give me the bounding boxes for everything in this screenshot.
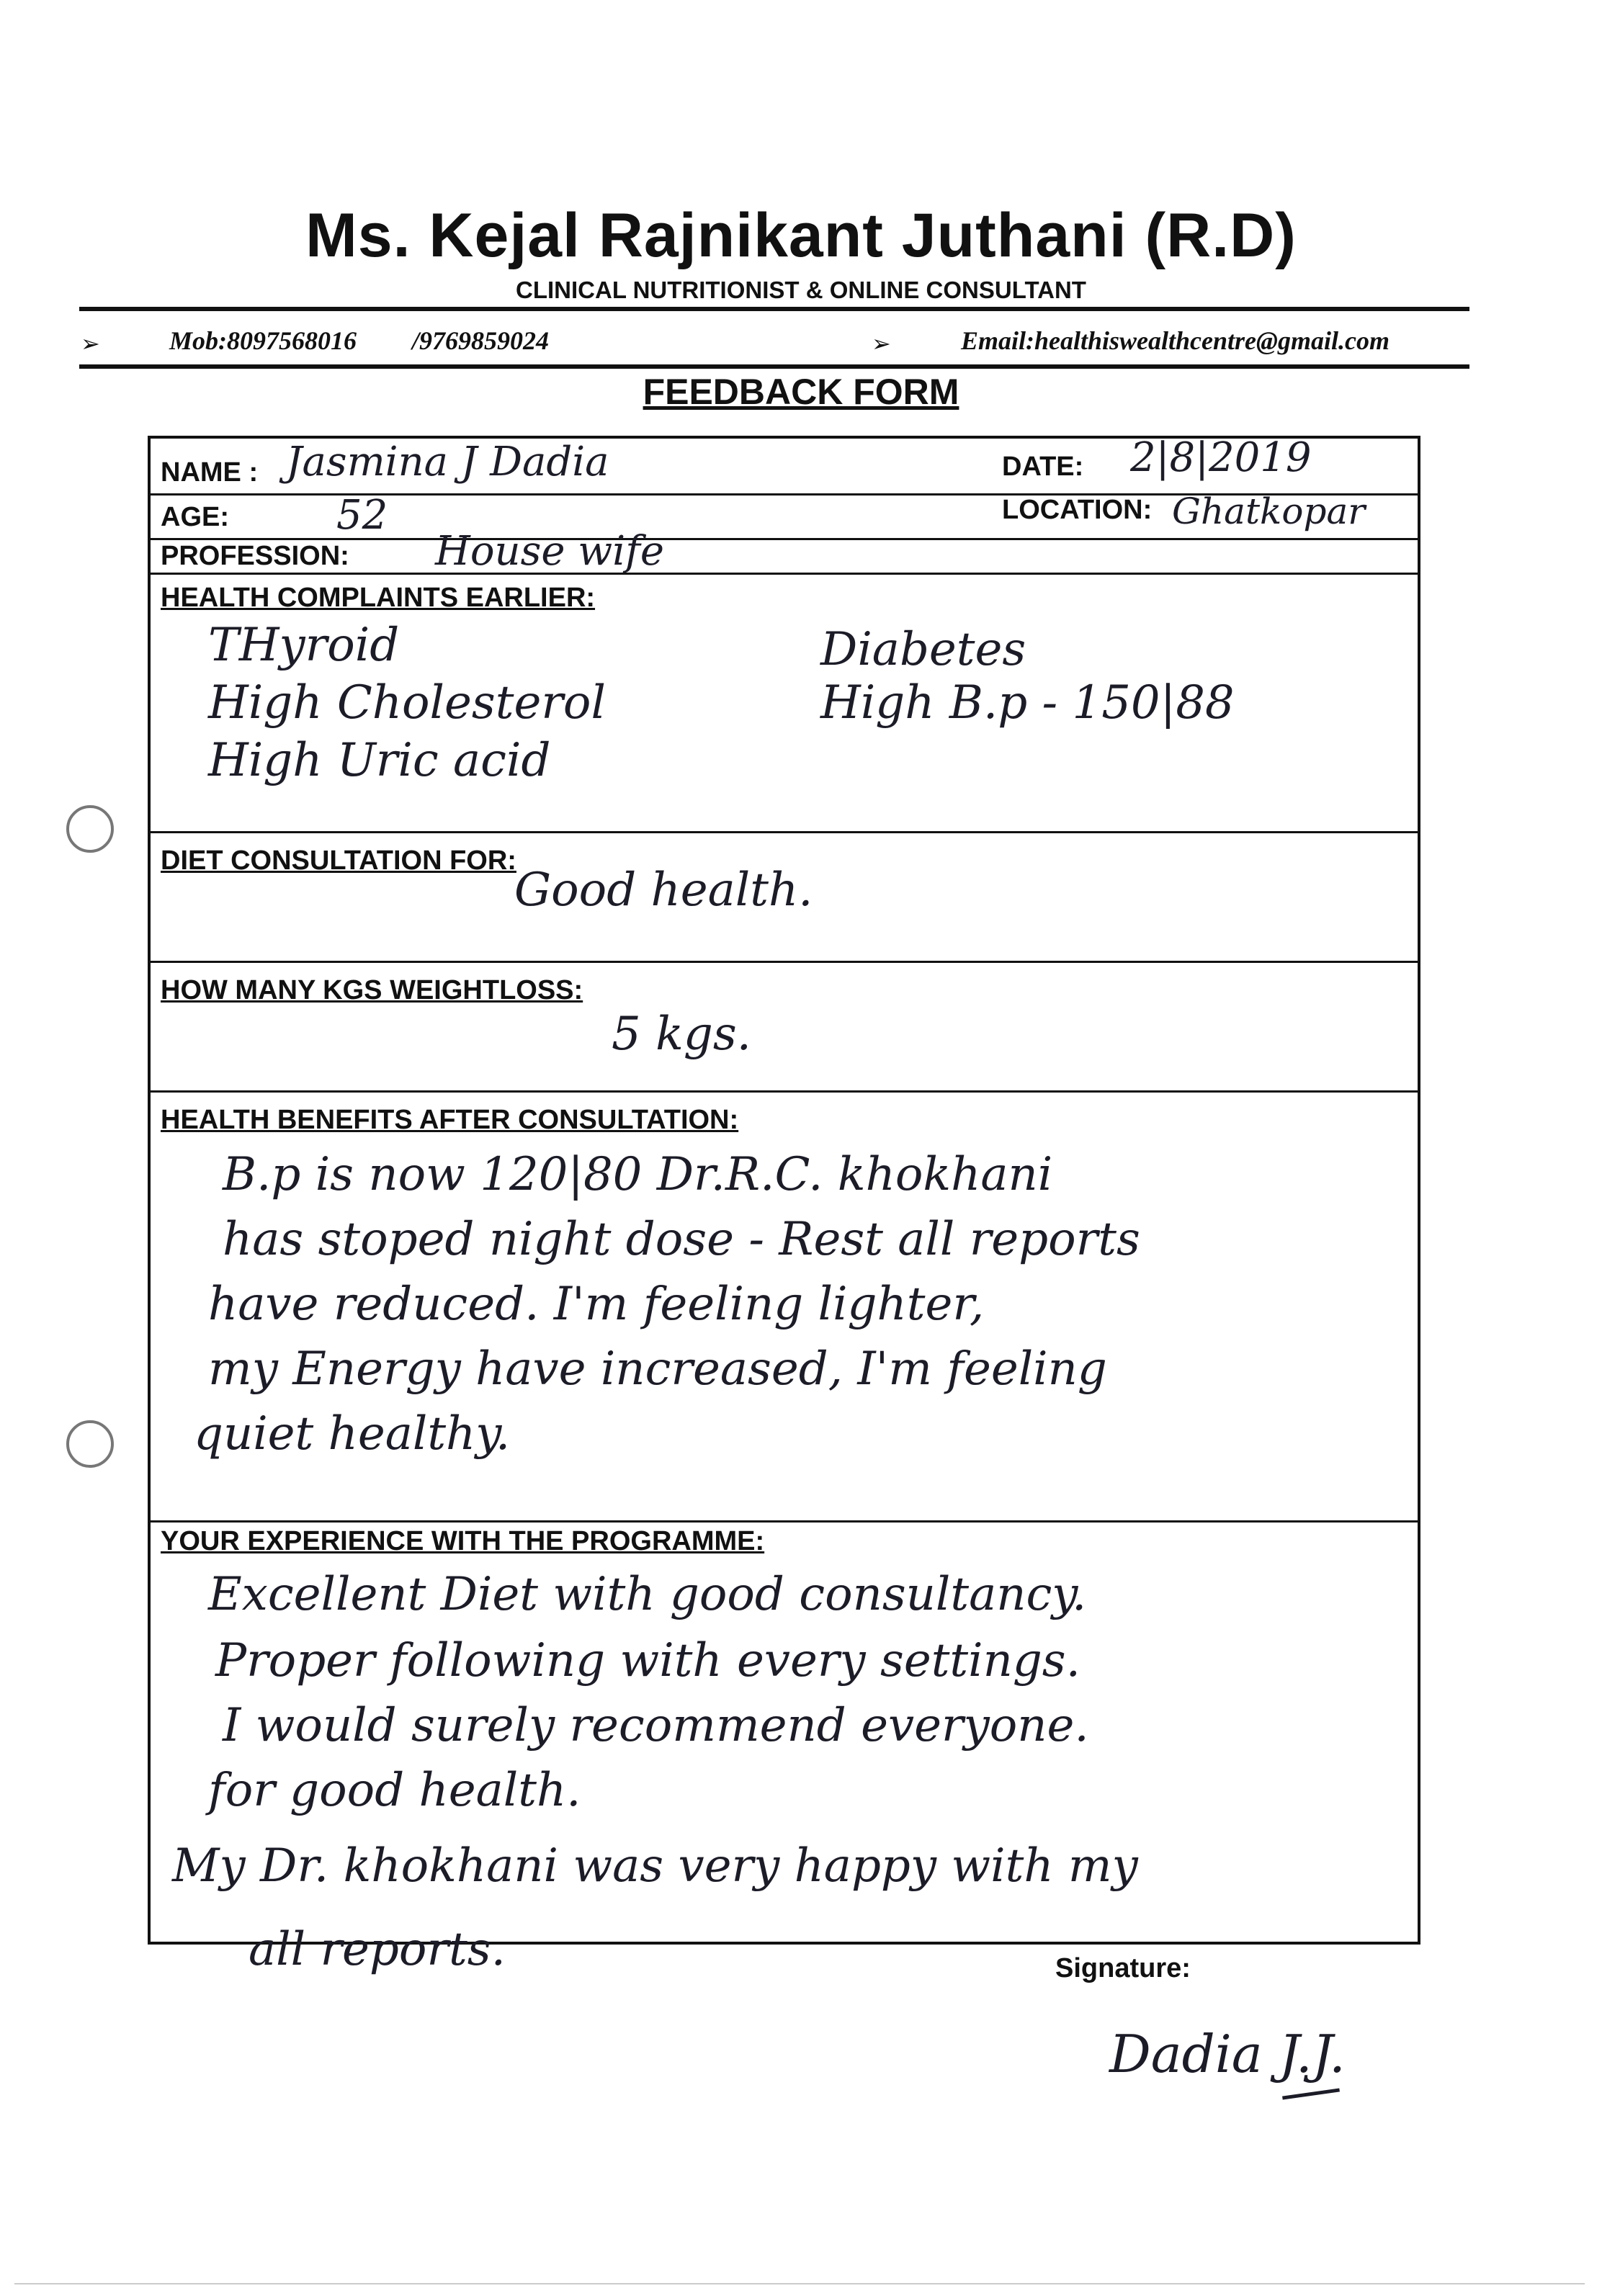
- signature-underline: [1282, 2088, 1340, 2099]
- header-bottom-rule: [79, 364, 1469, 369]
- experience-line: I would surely recommend everyone.: [223, 1699, 1089, 1752]
- complaint-item: THyroid: [208, 619, 400, 672]
- weightloss-label: HOW MANY KGS WEIGHTLOSS:: [161, 975, 583, 1005]
- profession-value: House wife: [435, 528, 665, 575]
- experience-line: Proper following with every settings.: [215, 1634, 1080, 1687]
- bullet-arrow-icon: ➢: [872, 331, 891, 356]
- punch-hole: [66, 805, 114, 853]
- name-label: NAME :: [161, 457, 259, 488]
- date-label: DATE:: [1002, 452, 1084, 482]
- feedback-form: [148, 436, 1420, 1945]
- contact-row: [79, 323, 1469, 363]
- benefits-line: has stoped night dose - Rest all reports: [223, 1213, 1140, 1266]
- mobile-number-alt: /9769859024: [412, 326, 550, 355]
- signature: Dadia J.J.: [1109, 2024, 1346, 2084]
- email-address: Email:healthiswealthcentre@gmail.com: [961, 326, 1390, 355]
- date-value: 2|8|2019: [1130, 434, 1312, 481]
- benefits-line: have reduced. I'm feeling lighter,: [208, 1278, 985, 1331]
- experience-label: YOUR EXPERIENCE WITH THE PROGRAMME:: [161, 1526, 765, 1556]
- row-divider: [151, 831, 1418, 833]
- consultant-subtitle: CLINICAL NUTRITIONIST & ONLINE CONSULTANT: [516, 277, 1086, 303]
- location-value: Ghatkopar: [1172, 490, 1366, 532]
- benefits-line: quiet healthy.: [194, 1407, 511, 1461]
- page-edge-line: [14, 2283, 1585, 2284]
- experience-line: Excellent Diet with good consultancy.: [208, 1568, 1087, 1621]
- profession-label: PROFESSION:: [161, 541, 349, 571]
- bullet-arrow-icon: ➢: [81, 331, 100, 356]
- row-divider: [151, 1520, 1418, 1523]
- complaint-item: Diabetes: [820, 623, 1026, 676]
- age-label: AGE:: [161, 502, 229, 532]
- location-label: LOCATION:: [1002, 495, 1153, 525]
- mobile-number: Mob:8097568016: [169, 326, 357, 355]
- diet-label: DIET CONSULTATION FOR:: [161, 846, 516, 876]
- row-divider: [151, 961, 1418, 963]
- consultant-name: Ms. Kejal Rajnikant Juthani (R.D): [305, 201, 1297, 270]
- experience-line: for good health.: [208, 1764, 581, 1817]
- form-title: FEEDBACK FORM: [643, 372, 959, 412]
- benefits-line: B.p is now 120|80 Dr.R.C. khokhani: [223, 1148, 1053, 1201]
- weightloss-value: 5 kgs.: [612, 1008, 751, 1061]
- complaint-item: High Cholesterol: [208, 676, 606, 730]
- age-value: 52: [336, 492, 388, 539]
- complaint-item: High B.p - 150|88: [820, 676, 1235, 730]
- name-value: Jasmina J Dadia: [286, 439, 609, 485]
- diet-value: Good health.: [514, 864, 813, 917]
- row-divider: [151, 573, 1418, 575]
- benefits-label: HEALTH BENEFITS AFTER CONSULTATION:: [161, 1105, 739, 1135]
- experience-line: all reports.: [249, 1923, 506, 1976]
- header-top-rule: [79, 307, 1469, 311]
- benefits-line: my Energy have increased, I'm feeling: [208, 1342, 1107, 1396]
- experience-line: My Dr. khokhani was very happy with my: [172, 1839, 1138, 1893]
- complaints-label: HEALTH COMPLAINTS EARLIER:: [161, 583, 596, 613]
- signature-label: Signature:: [1055, 1953, 1191, 1983]
- complaint-item: High Uric acid: [208, 734, 551, 787]
- row-divider: [151, 1090, 1418, 1093]
- punch-hole: [66, 1420, 114, 1468]
